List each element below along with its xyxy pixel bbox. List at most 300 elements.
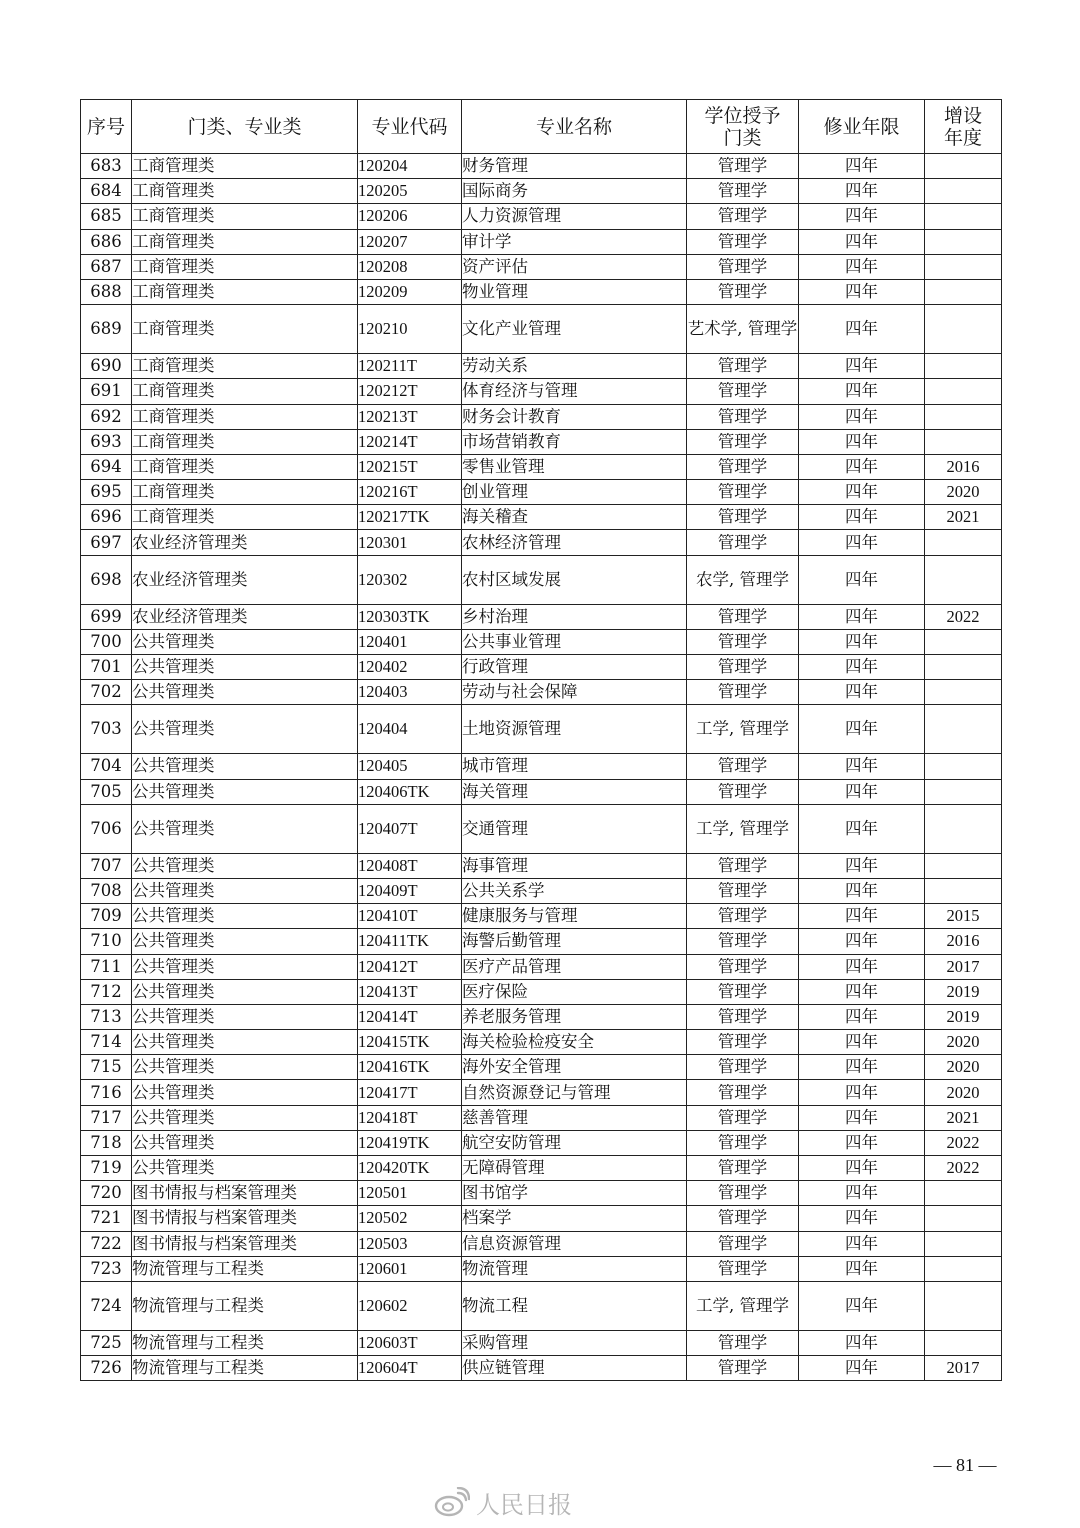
- cell-code: 120408T: [358, 853, 462, 878]
- table-row: [81, 1130, 1002, 1155]
- cell-code: 120602: [358, 1281, 462, 1330]
- cell-degree: 管理学: [687, 604, 799, 629]
- cell-years: 四年: [799, 404, 925, 429]
- cell-name: 档案学: [462, 1206, 687, 1231]
- cell-degree: 管理学: [687, 379, 799, 404]
- cell-added: 2016: [925, 929, 1002, 954]
- cell-code: 120404: [358, 705, 462, 754]
- cell-category: 工商管理类: [132, 179, 358, 204]
- cell-added: 2017: [925, 1356, 1002, 1381]
- table-row: [81, 1256, 1002, 1281]
- cell-years: 四年: [799, 1231, 925, 1256]
- table-row: [81, 954, 1002, 979]
- cell-no: 696: [81, 505, 132, 530]
- cell-no: 684: [81, 179, 132, 204]
- cell-category: 工商管理类: [132, 204, 358, 229]
- cell-code: 120503: [358, 1231, 462, 1256]
- page-number: — 81 —: [933, 1455, 997, 1475]
- cell-category: 工商管理类: [132, 454, 358, 479]
- cell-code: 120402: [358, 655, 462, 680]
- cell-name: 慈善管理: [462, 1105, 687, 1130]
- cell-added: 2020: [925, 1055, 1002, 1080]
- table-row: [81, 979, 1002, 1004]
- cell-name: 医疗产品管理: [462, 954, 687, 979]
- cell-added: [925, 779, 1002, 804]
- table-row: [81, 1356, 1002, 1381]
- cell-name: 市场营销教育: [462, 429, 687, 454]
- table-row: [81, 754, 1002, 779]
- cell-added: 2021: [925, 505, 1002, 530]
- table-row: [81, 904, 1002, 929]
- cell-name: 物流管理: [462, 1256, 687, 1281]
- table-row: [81, 429, 1002, 454]
- cell-degree: 管理学: [687, 505, 799, 530]
- table-row: [81, 680, 1002, 705]
- cell-no: 686: [81, 229, 132, 254]
- cell-category: 工商管理类: [132, 254, 358, 279]
- cell-category: 物流管理与工程类: [132, 1356, 358, 1381]
- cell-name: 健康服务与管理: [462, 904, 687, 929]
- cell-name: 文化产业管理: [462, 305, 687, 354]
- cell-added: [925, 853, 1002, 878]
- cell-name: 体育经济与管理: [462, 379, 687, 404]
- cell-no: 694: [81, 454, 132, 479]
- table-row: [81, 305, 1002, 354]
- table-row: [81, 1231, 1002, 1256]
- cell-degree: 管理学: [687, 1206, 799, 1231]
- cell-code: 120419TK: [358, 1130, 462, 1155]
- cell-added: [925, 354, 1002, 379]
- cell-code: 120604T: [358, 1356, 462, 1381]
- cell-years: 四年: [799, 305, 925, 354]
- cell-degree: 工学, 管理学: [687, 804, 799, 853]
- cell-degree: 管理学: [687, 154, 799, 179]
- cell-no: 709: [81, 904, 132, 929]
- cell-years: 四年: [799, 1080, 925, 1105]
- table-row: [81, 1156, 1002, 1181]
- cell-added: 2022: [925, 1130, 1002, 1155]
- cell-added: [925, 279, 1002, 304]
- cell-degree: 管理学: [687, 1231, 799, 1256]
- header-category: 门类、专业类: [132, 100, 358, 154]
- cell-category: 农业经济管理类: [132, 604, 358, 629]
- table-row: [81, 379, 1002, 404]
- cell-years: 四年: [799, 1105, 925, 1130]
- cell-category: 公共管理类: [132, 754, 358, 779]
- cell-added: [925, 229, 1002, 254]
- cell-code: 120412T: [358, 954, 462, 979]
- table-row: [81, 1181, 1002, 1206]
- cell-added: 2020: [925, 1080, 1002, 1105]
- cell-no: 714: [81, 1030, 132, 1055]
- cell-added: [925, 404, 1002, 429]
- table-row: [81, 604, 1002, 629]
- cell-code: 120603T: [358, 1330, 462, 1355]
- cell-name: 无障碍管理: [462, 1156, 687, 1181]
- cell-category: 工商管理类: [132, 279, 358, 304]
- cell-years: 四年: [799, 254, 925, 279]
- cell-category: 工商管理类: [132, 379, 358, 404]
- cell-name: 海事管理: [462, 853, 687, 878]
- cell-category: 公共管理类: [132, 979, 358, 1004]
- cell-added: [925, 179, 1002, 204]
- cell-no: 701: [81, 655, 132, 680]
- cell-code: 120601: [358, 1256, 462, 1281]
- cell-degree: 管理学: [687, 629, 799, 654]
- cell-no: 693: [81, 429, 132, 454]
- cell-code: 120303TK: [358, 604, 462, 629]
- cell-name: 海关管理: [462, 779, 687, 804]
- cell-name: 交通管理: [462, 804, 687, 853]
- table-row: [81, 404, 1002, 429]
- cell-degree: 管理学: [687, 1080, 799, 1105]
- cell-years: 四年: [799, 1130, 925, 1155]
- cell-years: 四年: [799, 878, 925, 903]
- cell-code: 120216T: [358, 480, 462, 505]
- cell-added: 2020: [925, 1030, 1002, 1055]
- cell-no: 708: [81, 878, 132, 903]
- cell-name: 创业管理: [462, 480, 687, 505]
- cell-added: [925, 555, 1002, 604]
- cell-added: [925, 878, 1002, 903]
- cell-added: 2022: [925, 604, 1002, 629]
- cell-no: 688: [81, 279, 132, 304]
- cell-degree: 管理学: [687, 229, 799, 254]
- cell-years: 四年: [799, 1156, 925, 1181]
- table-row: [81, 1030, 1002, 1055]
- cell-years: 四年: [799, 655, 925, 680]
- cell-degree: 管理学: [687, 979, 799, 1004]
- cell-no: 692: [81, 404, 132, 429]
- cell-added: 2017: [925, 954, 1002, 979]
- cell-name: 公共关系学: [462, 878, 687, 903]
- cell-no: 721: [81, 1206, 132, 1231]
- cell-years: 四年: [799, 779, 925, 804]
- cell-added: [925, 804, 1002, 853]
- table-row: [81, 1055, 1002, 1080]
- cell-code: 120411TK: [358, 929, 462, 954]
- cell-category: 公共管理类: [132, 1080, 358, 1105]
- table-row: [81, 1281, 1002, 1330]
- cell-added: [925, 1281, 1002, 1330]
- table-row: [81, 555, 1002, 604]
- cell-years: 四年: [799, 804, 925, 853]
- cell-category: 工商管理类: [132, 354, 358, 379]
- cell-code: 120403: [358, 680, 462, 705]
- cell-years: 四年: [799, 1256, 925, 1281]
- cell-code: 120214T: [358, 429, 462, 454]
- header-no: 序号: [81, 100, 132, 154]
- cell-name: 医疗保险: [462, 979, 687, 1004]
- cell-added: [925, 1256, 1002, 1281]
- cell-code: 120415TK: [358, 1030, 462, 1055]
- cell-code: 120401: [358, 629, 462, 654]
- cell-degree: 管理学: [687, 1330, 799, 1355]
- cell-added: [925, 530, 1002, 555]
- cell-no: 690: [81, 354, 132, 379]
- majors-table: [80, 99, 1002, 1381]
- cell-degree: 管理学: [687, 404, 799, 429]
- cell-code: 120417T: [358, 1080, 462, 1105]
- table-row: [81, 254, 1002, 279]
- cell-years: 四年: [799, 179, 925, 204]
- cell-category: 工商管理类: [132, 429, 358, 454]
- table-row: [81, 279, 1002, 304]
- cell-no: 706: [81, 804, 132, 853]
- cell-no: 719: [81, 1156, 132, 1181]
- cell-name: 海关稽查: [462, 505, 687, 530]
- table-row: [81, 1105, 1002, 1130]
- cell-code: 120501: [358, 1181, 462, 1206]
- cell-degree: 管理学: [687, 853, 799, 878]
- watermark: [434, 1484, 572, 1520]
- cell-no: 712: [81, 979, 132, 1004]
- header-years: 修业年限: [799, 100, 925, 154]
- cell-no: 685: [81, 204, 132, 229]
- cell-added: [925, 680, 1002, 705]
- cell-category: 公共管理类: [132, 1156, 358, 1181]
- weibo-icon: [434, 1487, 470, 1517]
- cell-no: 711: [81, 954, 132, 979]
- table-row: [81, 354, 1002, 379]
- cell-name: 信息资源管理: [462, 1231, 687, 1256]
- watermark-text: 人民日报: [476, 1490, 572, 1519]
- table-row: [81, 705, 1002, 754]
- cell-category: 工商管理类: [132, 480, 358, 505]
- cell-added: [925, 1231, 1002, 1256]
- cell-added: [925, 429, 1002, 454]
- cell-degree: 管理学: [687, 680, 799, 705]
- cell-years: 四年: [799, 379, 925, 404]
- cell-category: 图书情报与档案管理类: [132, 1206, 358, 1231]
- header-row: [81, 100, 1002, 154]
- cell-name: 海关检验检疫安全: [462, 1030, 687, 1055]
- cell-degree: 管理学: [687, 530, 799, 555]
- cell-no: 718: [81, 1130, 132, 1155]
- cell-no: 704: [81, 754, 132, 779]
- table-row: [81, 804, 1002, 853]
- cell-name: 海警后勤管理: [462, 929, 687, 954]
- cell-no: 697: [81, 530, 132, 555]
- cell-years: 四年: [799, 530, 925, 555]
- cell-name: 资产评估: [462, 254, 687, 279]
- cell-category: 公共管理类: [132, 655, 358, 680]
- cell-years: 四年: [799, 929, 925, 954]
- cell-code: 120413T: [358, 979, 462, 1004]
- cell-years: 四年: [799, 954, 925, 979]
- cell-years: 四年: [799, 154, 925, 179]
- cell-category: 物流管理与工程类: [132, 1256, 358, 1281]
- cell-name: 城市管理: [462, 754, 687, 779]
- cell-years: 四年: [799, 680, 925, 705]
- cell-code: 120212T: [358, 379, 462, 404]
- cell-degree: 管理学: [687, 954, 799, 979]
- cell-no: 715: [81, 1055, 132, 1080]
- cell-years: 四年: [799, 555, 925, 604]
- cell-no: 683: [81, 154, 132, 179]
- cell-degree: 农学, 管理学: [687, 555, 799, 604]
- cell-degree: 管理学: [687, 1356, 799, 1381]
- cell-code: 120217TK: [358, 505, 462, 530]
- cell-added: 2019: [925, 1004, 1002, 1029]
- cell-category: 公共管理类: [132, 779, 358, 804]
- cell-added: 2020: [925, 480, 1002, 505]
- cell-name: 劳动关系: [462, 354, 687, 379]
- table-row: [81, 1080, 1002, 1105]
- cell-no: 689: [81, 305, 132, 354]
- cell-years: 四年: [799, 1030, 925, 1055]
- cell-category: 工商管理类: [132, 229, 358, 254]
- cell-category: 工商管理类: [132, 154, 358, 179]
- cell-code: 120209: [358, 279, 462, 304]
- cell-degree: 管理学: [687, 878, 799, 903]
- table-row: [81, 204, 1002, 229]
- cell-degree: 管理学: [687, 1055, 799, 1080]
- cell-name: 物业管理: [462, 279, 687, 304]
- table-row: [81, 1004, 1002, 1029]
- cell-category: 公共管理类: [132, 954, 358, 979]
- cell-name: 国际商务: [462, 179, 687, 204]
- cell-category: 公共管理类: [132, 853, 358, 878]
- cell-name: 海外安全管理: [462, 1055, 687, 1080]
- cell-added: [925, 254, 1002, 279]
- cell-years: 四年: [799, 354, 925, 379]
- cell-added: [925, 1206, 1002, 1231]
- cell-code: 120213T: [358, 404, 462, 429]
- cell-degree: 管理学: [687, 779, 799, 804]
- cell-name: 土地资源管理: [462, 705, 687, 754]
- cell-category: 农业经济管理类: [132, 555, 358, 604]
- cell-category: 公共管理类: [132, 629, 358, 654]
- cell-category: 图书情报与档案管理类: [132, 1231, 358, 1256]
- cell-category: 公共管理类: [132, 878, 358, 903]
- cell-degree: 管理学: [687, 655, 799, 680]
- cell-added: [925, 705, 1002, 754]
- table-row: [81, 853, 1002, 878]
- cell-degree: 管理学: [687, 1030, 799, 1055]
- table-row: [81, 779, 1002, 804]
- cell-code: 120208: [358, 254, 462, 279]
- cell-name: 劳动与社会保障: [462, 680, 687, 705]
- cell-code: 120410T: [358, 904, 462, 929]
- cell-years: 四年: [799, 1181, 925, 1206]
- cell-category: 公共管理类: [132, 1130, 358, 1155]
- cell-name: 农林经济管理: [462, 530, 687, 555]
- cell-no: 687: [81, 254, 132, 279]
- cell-name: 人力资源管理: [462, 204, 687, 229]
- cell-added: 2022: [925, 1156, 1002, 1181]
- cell-added: [925, 204, 1002, 229]
- cell-name: 图书馆学: [462, 1181, 687, 1206]
- cell-years: 四年: [799, 429, 925, 454]
- cell-name: 航空安防管理: [462, 1130, 687, 1155]
- cell-years: 四年: [799, 853, 925, 878]
- cell-category: 公共管理类: [132, 1105, 358, 1130]
- cell-degree: 管理学: [687, 354, 799, 379]
- cell-degree: 艺术学, 管理学: [687, 305, 799, 354]
- cell-years: 四年: [799, 904, 925, 929]
- cell-no: 700: [81, 629, 132, 654]
- cell-no: 698: [81, 555, 132, 604]
- cell-added: [925, 1181, 1002, 1206]
- cell-code: 120405: [358, 754, 462, 779]
- cell-category: 物流管理与工程类: [132, 1281, 358, 1330]
- table-row: [81, 655, 1002, 680]
- cell-years: 四年: [799, 1330, 925, 1355]
- cell-category: 工商管理类: [132, 305, 358, 354]
- cell-code: 120207: [358, 229, 462, 254]
- cell-category: 公共管理类: [132, 804, 358, 853]
- cell-no: 726: [81, 1356, 132, 1381]
- table-row: [81, 929, 1002, 954]
- cell-years: 四年: [799, 480, 925, 505]
- cell-category: 图书情报与档案管理类: [132, 1181, 358, 1206]
- table-row: [81, 878, 1002, 903]
- cell-years: 四年: [799, 1055, 925, 1080]
- cell-added: [925, 305, 1002, 354]
- cell-degree: 管理学: [687, 929, 799, 954]
- cell-degree: 管理学: [687, 754, 799, 779]
- cell-added: 2015: [925, 904, 1002, 929]
- cell-added: [925, 379, 1002, 404]
- cell-name: 农村区域发展: [462, 555, 687, 604]
- cell-category: 公共管理类: [132, 1055, 358, 1080]
- cell-code: 120420TK: [358, 1156, 462, 1181]
- cell-degree: 工学, 管理学: [687, 705, 799, 754]
- cell-no: 716: [81, 1080, 132, 1105]
- table-row: [81, 505, 1002, 530]
- header-degree: 学位授予门类: [687, 100, 799, 154]
- table-header: [81, 100, 1002, 154]
- header-name: 专业名称: [462, 100, 687, 154]
- cell-degree: 管理学: [687, 429, 799, 454]
- cell-added: [925, 1330, 1002, 1355]
- cell-code: 120210: [358, 305, 462, 354]
- cell-category: 物流管理与工程类: [132, 1330, 358, 1355]
- cell-code: 120414T: [358, 1004, 462, 1029]
- cell-years: 四年: [799, 1281, 925, 1330]
- cell-no: 717: [81, 1105, 132, 1130]
- cell-code: 120502: [358, 1206, 462, 1231]
- cell-years: 四年: [799, 454, 925, 479]
- cell-category: 公共管理类: [132, 680, 358, 705]
- cell-degree: 管理学: [687, 904, 799, 929]
- table-body: [81, 154, 1002, 1381]
- cell-name: 审计学: [462, 229, 687, 254]
- cell-name: 供应链管理: [462, 1356, 687, 1381]
- cell-years: 四年: [799, 204, 925, 229]
- cell-code: 120204: [358, 154, 462, 179]
- cell-years: 四年: [799, 754, 925, 779]
- cell-added: [925, 754, 1002, 779]
- table-row: [81, 480, 1002, 505]
- cell-code: 120205: [358, 179, 462, 204]
- cell-name: 财务会计教育: [462, 404, 687, 429]
- cell-years: 四年: [799, 979, 925, 1004]
- table-row: [81, 179, 1002, 204]
- cell-years: 四年: [799, 505, 925, 530]
- cell-name: 公共事业管理: [462, 629, 687, 654]
- cell-degree: 管理学: [687, 204, 799, 229]
- cell-degree: 管理学: [687, 1130, 799, 1155]
- cell-no: 713: [81, 1004, 132, 1029]
- table-row: [81, 229, 1002, 254]
- cell-added: 2019: [925, 979, 1002, 1004]
- cell-added: [925, 629, 1002, 654]
- cell-no: 705: [81, 779, 132, 804]
- cell-name: 乡村治理: [462, 604, 687, 629]
- cell-code: 120409T: [358, 878, 462, 903]
